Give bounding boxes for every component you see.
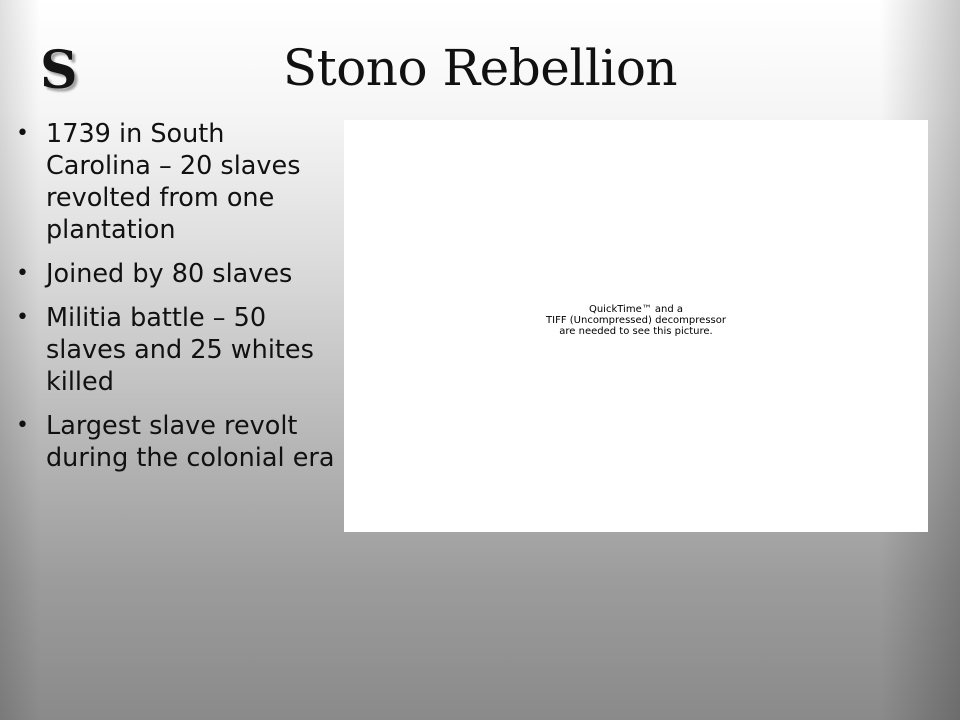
bullet-item: [16, 258, 336, 290]
placeholder-line: QuickTime™ and a: [588, 304, 684, 315]
bullet-dot-icon: •: [16, 121, 29, 146]
bullet-text: Largest slave revolt during the colonial era: [46, 411, 335, 473]
slide-title: Stono Rebellion: [282, 39, 678, 97]
bullet-text: 1739 in South Carolina – 20 slaves revolted from one plantation: [46, 119, 301, 245]
placeholder-line: are needed to see this picture.: [559, 326, 713, 337]
placeholder-message: [344, 304, 928, 337]
bullet-dot-icon: •: [16, 305, 29, 330]
bullet-text: Militia battle – 50 slaves and 25 whites killed: [46, 303, 314, 397]
bullet-dot-icon: •: [16, 413, 29, 438]
bullet-item: [16, 302, 336, 398]
bullet-item: [16, 410, 336, 474]
missing-picture-placeholder: [344, 120, 928, 532]
section-letter-mark: S: [40, 40, 78, 101]
bullet-dot-icon: •: [16, 261, 29, 286]
bullet-list: [16, 118, 336, 486]
placeholder-line: TIFF (Uncompressed) decompressor: [546, 315, 726, 326]
bullet-item: [16, 118, 336, 246]
bullet-text: Joined by 80 slaves: [46, 259, 293, 289]
